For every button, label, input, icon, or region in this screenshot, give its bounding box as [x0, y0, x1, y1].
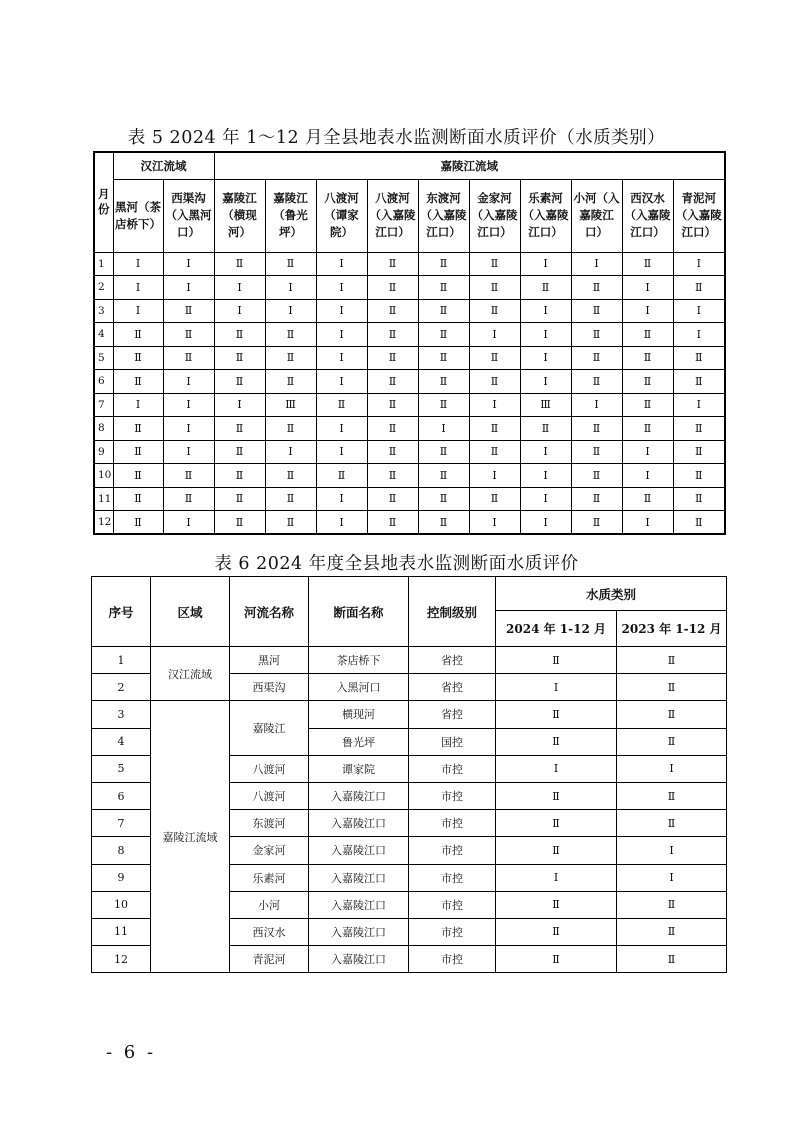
quality-class-cell: Ⅰ: [316, 323, 367, 347]
month-cell: 6: [94, 370, 113, 394]
quality-class-cell: Ⅱ: [367, 276, 418, 300]
station-column-header: 八渡河（入嘉陵江口）: [367, 179, 418, 252]
quality-class-cell: Ⅱ: [469, 276, 520, 300]
quality-class-cell: Ⅰ: [520, 252, 571, 276]
month-cell: 8: [94, 417, 113, 441]
quality-class-cell: Ⅰ: [113, 252, 163, 276]
month-cell: 4: [94, 323, 113, 347]
seq-cell: 1: [92, 647, 151, 674]
quality-class-cell: Ⅱ: [367, 299, 418, 323]
seq-cell: 5: [92, 755, 151, 782]
quality-class-cell: Ⅰ: [214, 299, 265, 323]
quality-class-cell: Ⅰ: [622, 464, 673, 488]
quality-2023-cell: Ⅱ: [617, 946, 727, 973]
quality-class-cell: Ⅰ: [316, 299, 367, 323]
table-row: [94, 440, 725, 464]
quality-class-cell: Ⅰ: [571, 252, 622, 276]
quality-class-cell: Ⅱ: [571, 346, 622, 370]
seq-header: 序号: [92, 577, 151, 647]
control-level-cell: 市控: [409, 810, 496, 837]
section-cell: 入嘉陵江口: [309, 810, 409, 837]
quality-class-cell: Ⅱ: [673, 464, 725, 488]
quality-2024-cell: Ⅱ: [496, 837, 617, 864]
quality-class-cell: Ⅰ: [469, 511, 520, 535]
quality-class-cell: Ⅱ: [418, 323, 469, 347]
control-level-cell: 国控: [409, 728, 496, 755]
quality-class-cell: Ⅱ: [673, 370, 725, 394]
quality-class-cell: Ⅰ: [316, 346, 367, 370]
region-cell-jialing: 嘉陵江流域: [151, 701, 230, 973]
seq-cell: 8: [92, 837, 151, 864]
seq-cell: 3: [92, 701, 151, 728]
quality-class-cell: Ⅱ: [214, 464, 265, 488]
river-cell: 青泥河: [230, 946, 309, 973]
quality-class-cell: Ⅱ: [163, 323, 214, 347]
quality-class-cell: Ⅰ: [571, 393, 622, 417]
section-cell: 入嘉陵江口: [309, 918, 409, 945]
quality-class-cell: Ⅱ: [367, 346, 418, 370]
quality-class-cell: Ⅱ: [571, 417, 622, 441]
quality-class-cell: Ⅰ: [265, 299, 316, 323]
quality-class-cell: Ⅱ: [520, 276, 571, 300]
quality-class-cell: Ⅱ: [214, 440, 265, 464]
quality-class-cell: Ⅰ: [163, 417, 214, 441]
quality-class-cell: Ⅱ: [469, 370, 520, 394]
quality-class-cell: Ⅱ: [113, 417, 163, 441]
page-number: - 6 -: [106, 1042, 157, 1063]
quality-2023-cell: Ⅱ: [617, 891, 727, 918]
quality-class-cell: Ⅱ: [316, 393, 367, 417]
quality-2023-cell: Ⅱ: [617, 782, 727, 809]
quality-class-cell: Ⅰ: [520, 346, 571, 370]
section-cell: 横现河: [309, 701, 409, 728]
control-level-cell: 市控: [409, 837, 496, 864]
quality-class-cell: Ⅱ: [418, 464, 469, 488]
quality-2024-cell: Ⅰ: [496, 755, 617, 782]
quality-class-cell: Ⅱ: [571, 323, 622, 347]
quality-class-cell: Ⅱ: [622, 323, 673, 347]
control-level-cell: 市控: [409, 755, 496, 782]
quality-class-cell: Ⅰ: [163, 393, 214, 417]
section-cell: 入黑河口: [309, 674, 409, 701]
quality-class-cell: Ⅰ: [265, 276, 316, 300]
seq-cell: 2: [92, 674, 151, 701]
table6-title: 表 6 2024 年度全县地表水监测断面水质评价: [214, 554, 579, 574]
quality-class-cell: Ⅰ: [113, 276, 163, 300]
quality-class-cell: Ⅱ: [265, 487, 316, 511]
quality-class-cell: Ⅰ: [163, 511, 214, 535]
quality-class-cell: Ⅱ: [469, 299, 520, 323]
quality-class-cell: Ⅱ: [163, 299, 214, 323]
quality-class-cell: Ⅱ: [367, 370, 418, 394]
table-row: [94, 299, 725, 323]
quality-class-cell: Ⅱ: [418, 252, 469, 276]
seq-cell: 12: [92, 946, 151, 973]
quality-class-cell: Ⅰ: [520, 440, 571, 464]
quality-2023-cell: Ⅱ: [617, 647, 727, 674]
quality-class-cell: Ⅱ: [214, 417, 265, 441]
table-row: [94, 487, 725, 511]
seq-cell: 11: [92, 918, 151, 945]
table-row: [92, 647, 727, 674]
table-row: [94, 370, 725, 394]
control-header: 控制级别: [409, 577, 496, 647]
quality-class-cell: Ⅱ: [673, 511, 725, 535]
quality-class-cell: Ⅱ: [622, 487, 673, 511]
control-level-cell: 市控: [409, 918, 496, 945]
quality-class-cell: Ⅱ: [418, 440, 469, 464]
quality-class-cell: Ⅰ: [469, 323, 520, 347]
station-column-header: 八渡河（谭家院）: [316, 179, 367, 252]
control-level-cell: 省控: [409, 701, 496, 728]
quality-class-cell: Ⅱ: [673, 346, 725, 370]
quality-2024-cell: Ⅱ: [496, 946, 617, 973]
quality-class-cell: Ⅱ: [163, 346, 214, 370]
quality-class-cell: Ⅱ: [367, 440, 418, 464]
quality-class-cell: Ⅱ: [622, 393, 673, 417]
quality-class-cell: Ⅰ: [520, 370, 571, 394]
quality-class-cell: Ⅰ: [265, 440, 316, 464]
quality-class-cell: Ⅱ: [673, 440, 725, 464]
quality-class-cell: Ⅱ: [265, 252, 316, 276]
table-row: [94, 393, 725, 417]
quality-2024-cell: Ⅱ: [496, 782, 617, 809]
region-cell-hanjiang: 汉江流域: [151, 647, 230, 701]
quality-class-cell: Ⅱ: [367, 323, 418, 347]
quality-class-cell: Ⅱ: [367, 511, 418, 535]
seq-cell: 7: [92, 810, 151, 837]
quality-2024-cell: Ⅱ: [496, 918, 617, 945]
month-cell: 9: [94, 440, 113, 464]
quality-class-cell: Ⅱ: [418, 299, 469, 323]
quality-class-cell: Ⅰ: [520, 299, 571, 323]
quality-class-cell: Ⅰ: [316, 440, 367, 464]
quality-class-cell: Ⅱ: [469, 252, 520, 276]
region-header: 区域: [151, 577, 230, 647]
river-cell: 西渠沟: [230, 674, 309, 701]
table-row: [94, 511, 725, 535]
quality-2024-cell: Ⅰ: [496, 674, 617, 701]
quality-class-cell: Ⅱ: [418, 276, 469, 300]
quality-class-cell: Ⅰ: [673, 323, 725, 347]
quality-class-cell: Ⅱ: [418, 393, 469, 417]
quality-class-cell: Ⅰ: [163, 440, 214, 464]
quality-class-cell: Ⅰ: [113, 299, 163, 323]
control-level-cell: 市控: [409, 782, 496, 809]
quality-class-cell: Ⅱ: [571, 464, 622, 488]
quality-class-cell: Ⅱ: [622, 370, 673, 394]
table-row: [94, 252, 725, 276]
quality-2023-cell: Ⅱ: [617, 728, 727, 755]
quality-class-cell: Ⅱ: [571, 511, 622, 535]
quality-2024-cell: Ⅱ: [496, 891, 617, 918]
quality-class-cell: Ⅰ: [316, 252, 367, 276]
table-row: [94, 323, 725, 347]
station-column-header: 西渠沟（入黑河口）: [163, 179, 214, 252]
month-cell: 2: [94, 276, 113, 300]
quality-class-cell: Ⅱ: [113, 464, 163, 488]
quality-class-cell: Ⅱ: [673, 487, 725, 511]
year-2024-header: 2024 年 1-12 月: [496, 611, 617, 647]
table5-title: 表 5 2024 年 1～12 月全县地表水监测断面水质评价（水质类别）: [127, 128, 666, 148]
station-column-header: 东渡河（入嘉陵江口）: [418, 179, 469, 252]
quality-class-cell: Ⅱ: [214, 323, 265, 347]
quality-class-cell: Ⅱ: [113, 323, 163, 347]
quality-class-cell: Ⅱ: [265, 464, 316, 488]
quality-class-cell: Ⅱ: [265, 417, 316, 441]
station-column-header: 嘉陵江（横现河）: [214, 179, 265, 252]
quality-class-cell: Ⅱ: [214, 346, 265, 370]
quality-2024-cell: Ⅱ: [496, 728, 617, 755]
station-column-header: 黑河（茶店桥下）: [113, 179, 163, 252]
quality-class-cell: Ⅱ: [214, 487, 265, 511]
quality-class-cell: Ⅱ: [418, 346, 469, 370]
quality-class-cell: Ⅱ: [571, 487, 622, 511]
quality-class-cell: Ⅱ: [265, 370, 316, 394]
section-cell: 入嘉陵江口: [309, 946, 409, 973]
quality-class-cell: Ⅱ: [265, 346, 316, 370]
quality-class-cell: Ⅱ: [571, 299, 622, 323]
quality-class-cell: Ⅱ: [367, 393, 418, 417]
quality-class-cell: Ⅱ: [418, 487, 469, 511]
section-cell: 茶店桥下: [309, 647, 409, 674]
table-row: [94, 417, 725, 441]
quality-class-cell: Ⅰ: [622, 440, 673, 464]
quality-class-cell: Ⅱ: [265, 511, 316, 535]
month-header: 月份: [94, 152, 113, 252]
quality-2023-cell: Ⅱ: [617, 918, 727, 945]
section-cell: 入嘉陵江口: [309, 837, 409, 864]
station-column-header: 西汉水（入嘉陵江口）: [622, 179, 673, 252]
quality-class-cell: Ⅱ: [113, 487, 163, 511]
river-cell: 黑河: [230, 647, 309, 674]
quality-class-cell: Ⅰ: [214, 276, 265, 300]
month-cell: 7: [94, 393, 113, 417]
quality-class-cell: Ⅰ: [214, 393, 265, 417]
quality-2023-cell: Ⅱ: [617, 810, 727, 837]
quality-class-cell: Ⅰ: [418, 417, 469, 441]
table-row: [94, 346, 725, 370]
month-cell: 10: [94, 464, 113, 488]
station-column-header: 青泥河（入嘉陵江口）: [673, 179, 725, 252]
month-cell: 3: [94, 299, 113, 323]
river-cell: 乐素河: [230, 864, 309, 891]
quality-class-cell: Ⅰ: [316, 417, 367, 441]
quality-class-cell: Ⅲ: [265, 393, 316, 417]
table-row: [92, 701, 727, 728]
seq-cell: 10: [92, 891, 151, 918]
control-level-cell: 市控: [409, 946, 496, 973]
control-level-cell: 市控: [409, 864, 496, 891]
section-cell: 入嘉陵江口: [309, 891, 409, 918]
quality-class-cell: Ⅰ: [520, 487, 571, 511]
seq-cell: 4: [92, 728, 151, 755]
month-cell: 11: [94, 487, 113, 511]
section-cell: 入嘉陵江口: [309, 782, 409, 809]
river-cell: 西汉水: [230, 918, 309, 945]
quality-class-cell: Ⅰ: [163, 370, 214, 394]
quality-2024-cell: Ⅱ: [496, 701, 617, 728]
quality-2023-cell: Ⅱ: [617, 674, 727, 701]
month-cell: 1: [94, 252, 113, 276]
quality-class-cell: Ⅱ: [113, 370, 163, 394]
control-level-cell: 市控: [409, 891, 496, 918]
station-column-header: 嘉陵江（鲁光坪）: [265, 179, 316, 252]
quality-2023-cell: Ⅰ: [617, 864, 727, 891]
quality-class-cell: Ⅰ: [316, 370, 367, 394]
table5: [93, 151, 726, 535]
quality-header: 水质类别: [496, 577, 727, 611]
quality-class-cell: Ⅱ: [571, 440, 622, 464]
quality-class-cell: Ⅰ: [520, 464, 571, 488]
quality-class-cell: Ⅱ: [113, 440, 163, 464]
quality-class-cell: Ⅱ: [418, 511, 469, 535]
quality-class-cell: Ⅱ: [113, 511, 163, 535]
section-cell: 谭家院: [309, 755, 409, 782]
quality-class-cell: Ⅰ: [469, 464, 520, 488]
station-column-header: 乐素河（入嘉陵江口）: [520, 179, 571, 252]
quality-class-cell: Ⅱ: [469, 346, 520, 370]
table-row: [94, 464, 725, 488]
quality-class-cell: Ⅰ: [316, 276, 367, 300]
quality-class-cell: Ⅱ: [163, 464, 214, 488]
control-level-cell: 省控: [409, 647, 496, 674]
quality-class-cell: Ⅰ: [622, 511, 673, 535]
quality-2023-cell: Ⅰ: [617, 755, 727, 782]
quality-class-cell: Ⅱ: [214, 370, 265, 394]
quality-class-cell: Ⅱ: [622, 417, 673, 441]
quality-2024-cell: Ⅰ: [496, 864, 617, 891]
quality-class-cell: Ⅱ: [622, 252, 673, 276]
seq-cell: 6: [92, 782, 151, 809]
quality-class-cell: Ⅱ: [367, 417, 418, 441]
quality-class-cell: Ⅱ: [469, 487, 520, 511]
quality-class-cell: Ⅱ: [163, 487, 214, 511]
section-cell: 入嘉陵江口: [309, 864, 409, 891]
quality-2023-cell: Ⅱ: [617, 701, 727, 728]
river-cell: 八渡河: [230, 782, 309, 809]
quality-class-cell: Ⅱ: [571, 370, 622, 394]
quality-class-cell: Ⅱ: [622, 346, 673, 370]
quality-class-cell: Ⅰ: [520, 511, 571, 535]
quality-class-cell: Ⅱ: [520, 417, 571, 441]
river-header: 河流名称: [230, 577, 309, 647]
group-header-hanjiang: 汉江流域: [113, 152, 214, 179]
month-cell: 12: [94, 511, 113, 535]
quality-class-cell: Ⅰ: [622, 299, 673, 323]
quality-class-cell: Ⅱ: [214, 252, 265, 276]
station-column-header: 金家河（入嘉陵江口）: [469, 179, 520, 252]
quality-class-cell: Ⅰ: [622, 276, 673, 300]
river-cell: 八渡河: [230, 755, 309, 782]
month-cell: 5: [94, 346, 113, 370]
quality-class-cell: Ⅰ: [113, 393, 163, 417]
quality-class-cell: Ⅰ: [673, 393, 725, 417]
quality-class-cell: Ⅰ: [673, 299, 725, 323]
quality-class-cell: Ⅰ: [520, 323, 571, 347]
quality-class-cell: Ⅱ: [673, 417, 725, 441]
quality-class-cell: Ⅱ: [316, 464, 367, 488]
quality-class-cell: Ⅰ: [316, 487, 367, 511]
table6: [91, 576, 727, 973]
quality-class-cell: Ⅱ: [367, 464, 418, 488]
quality-2024-cell: Ⅱ: [496, 647, 617, 674]
quality-class-cell: Ⅰ: [316, 511, 367, 535]
river-cell: 嘉陵江: [230, 701, 309, 755]
quality-class-cell: Ⅱ: [469, 417, 520, 441]
quality-class-cell: Ⅲ: [520, 393, 571, 417]
group-header-jialing: 嘉陵江流域: [214, 152, 725, 179]
river-cell: 小河: [230, 891, 309, 918]
table-row: [94, 276, 725, 300]
quality-class-cell: Ⅱ: [673, 276, 725, 300]
quality-class-cell: Ⅱ: [418, 370, 469, 394]
river-cell: 东渡河: [230, 810, 309, 837]
section-header: 断面名称: [309, 577, 409, 647]
control-level-cell: 省控: [409, 674, 496, 701]
quality-2024-cell: Ⅱ: [496, 810, 617, 837]
river-cell: 金家河: [230, 837, 309, 864]
quality-class-cell: Ⅱ: [214, 511, 265, 535]
station-column-header: 小河（入嘉陵江口）: [571, 179, 622, 252]
quality-class-cell: Ⅱ: [113, 346, 163, 370]
quality-2023-cell: Ⅰ: [617, 837, 727, 864]
seq-cell: 9: [92, 864, 151, 891]
year-2023-header: 2023 年 1-12 月: [617, 611, 727, 647]
quality-class-cell: Ⅰ: [163, 276, 214, 300]
quality-class-cell: Ⅱ: [367, 487, 418, 511]
quality-class-cell: Ⅱ: [265, 323, 316, 347]
quality-class-cell: Ⅱ: [469, 440, 520, 464]
quality-class-cell: Ⅱ: [571, 276, 622, 300]
section-cell: 鲁光坪: [309, 728, 409, 755]
quality-class-cell: Ⅰ: [673, 252, 725, 276]
quality-class-cell: Ⅱ: [367, 252, 418, 276]
quality-class-cell: Ⅰ: [163, 252, 214, 276]
quality-class-cell: Ⅰ: [469, 393, 520, 417]
